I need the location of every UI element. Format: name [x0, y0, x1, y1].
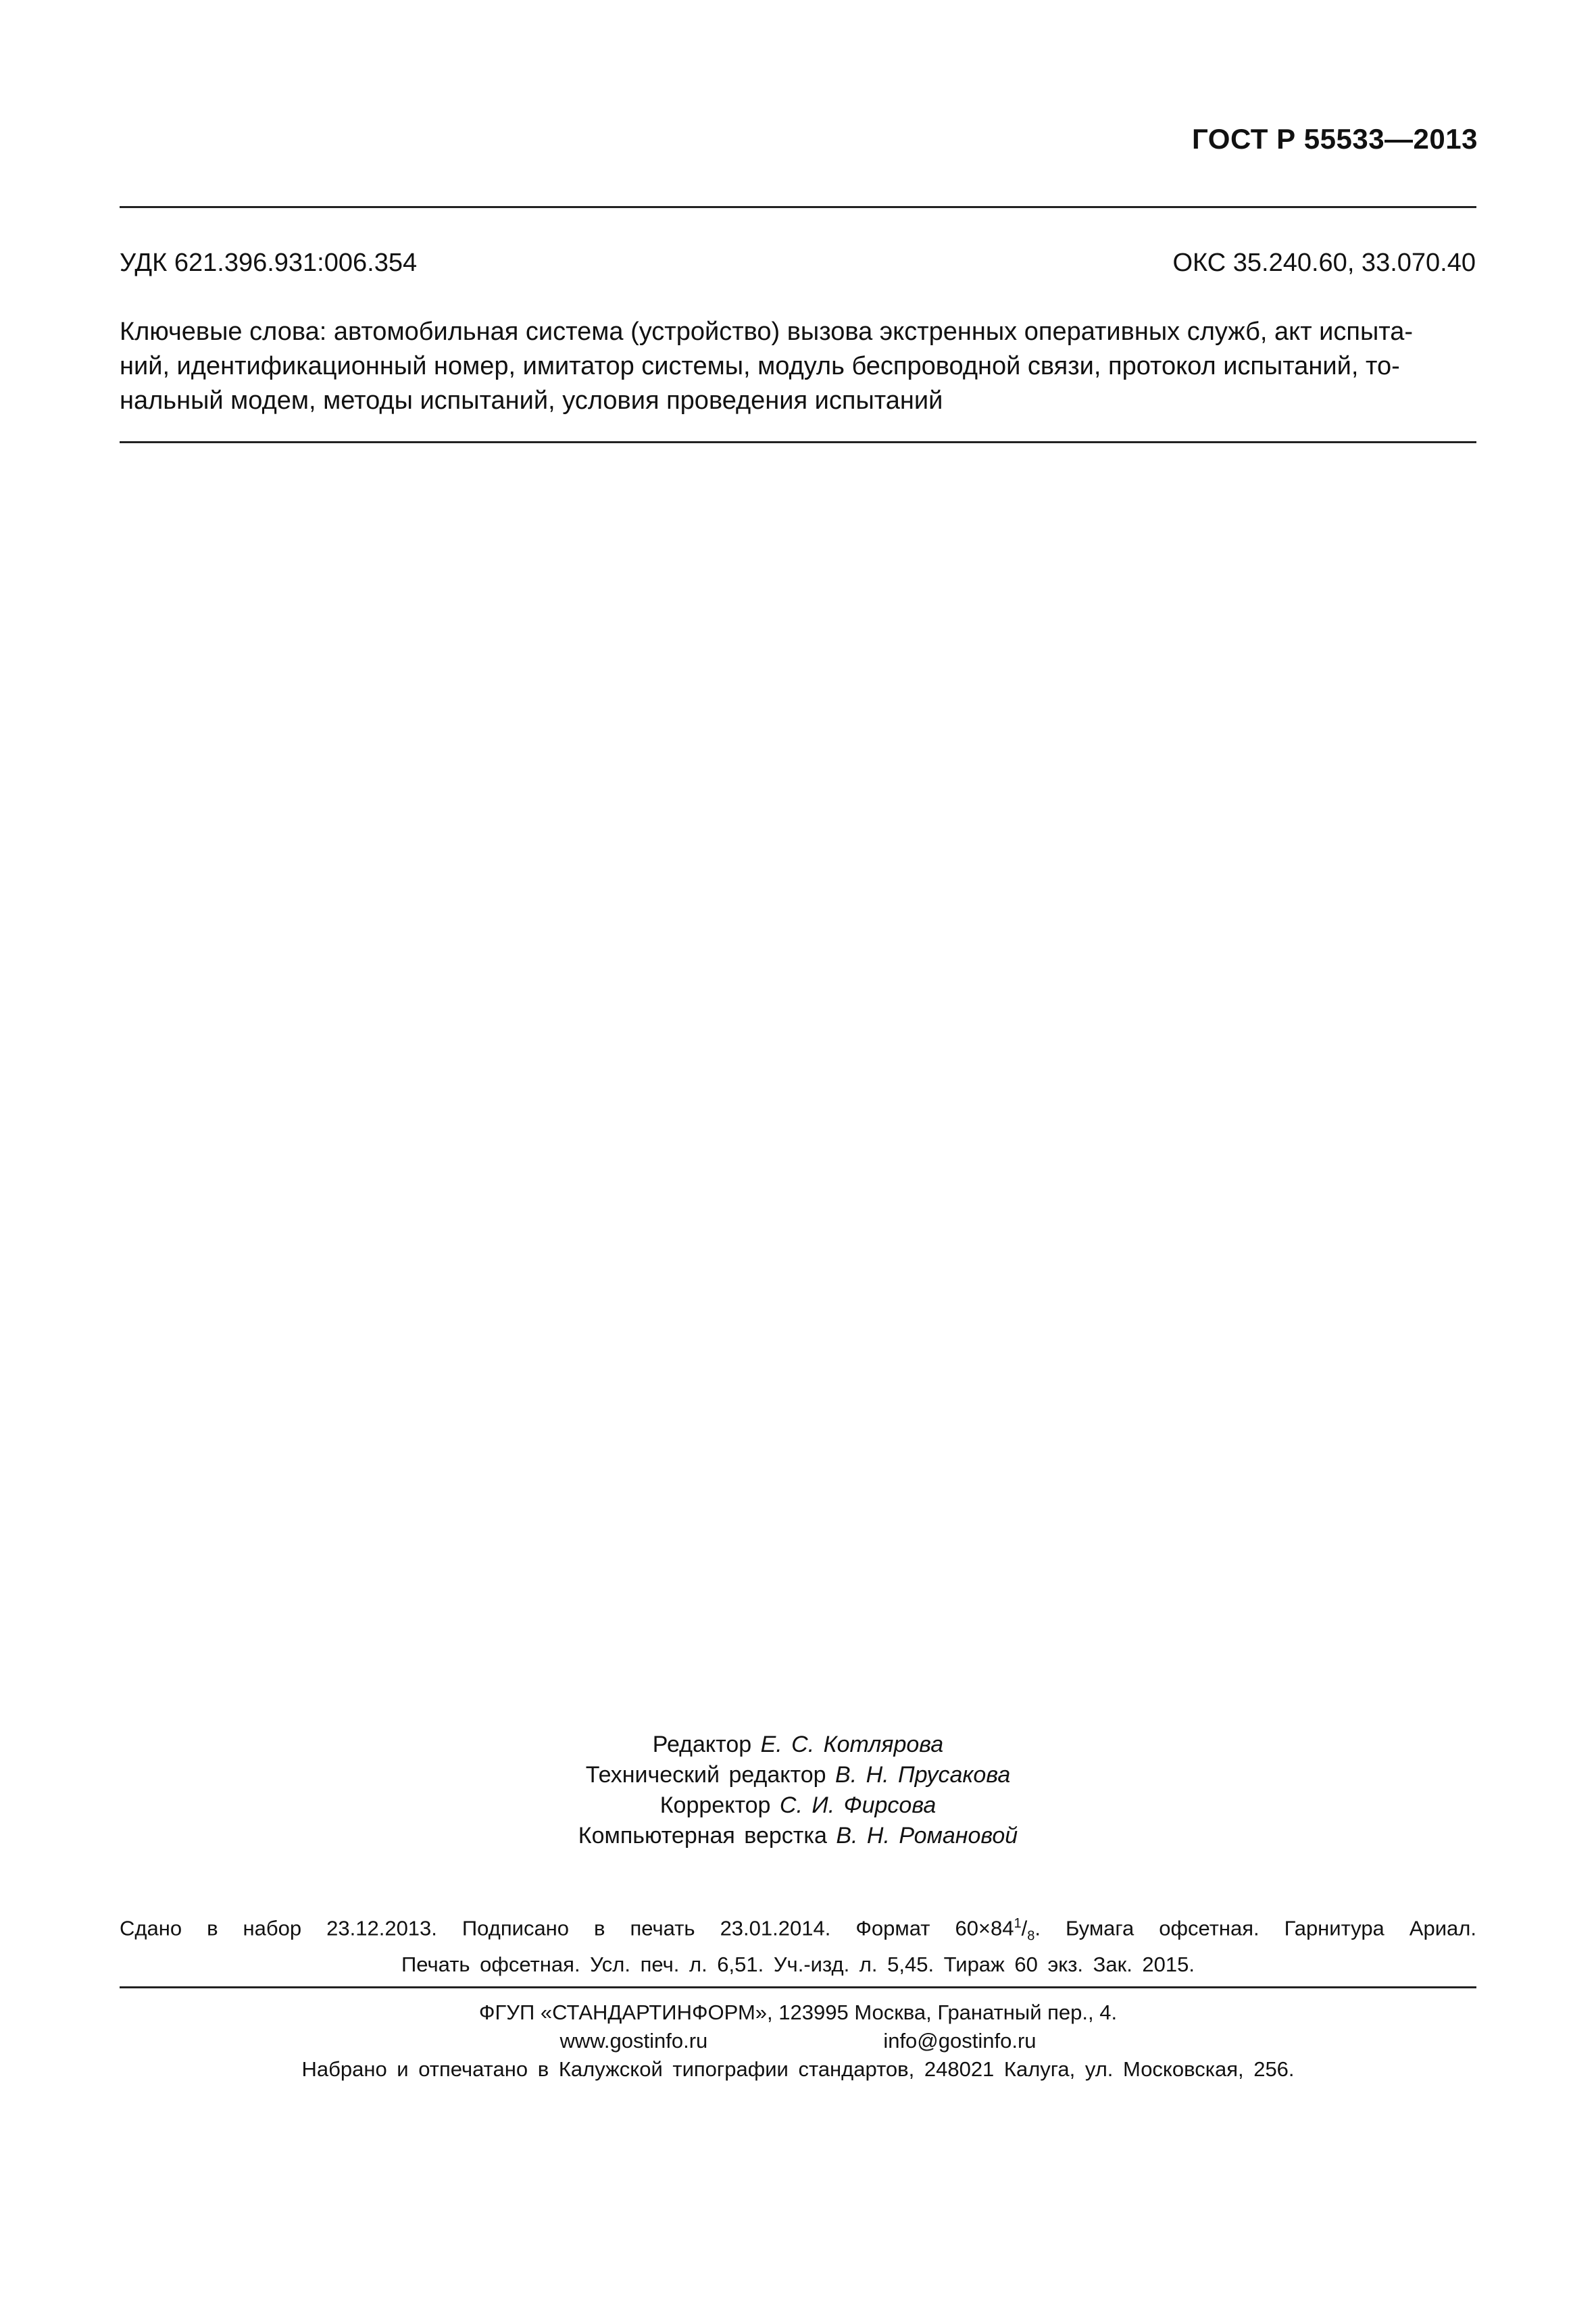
publisher-website: www.gostinfo.ru [559, 2029, 708, 2053]
tech-editor-name: В. Н. Прусакова [835, 1762, 1011, 1788]
udk-code: УДК 621.396.931:006.354 [120, 249, 418, 277]
standard-code: ГОСТ Р 55533—2013 [1192, 123, 1478, 155]
tech-editor-role: Технический редактор [585, 1762, 826, 1788]
footer-divider [120, 1986, 1476, 1988]
editor-name: Е. С. Котлярова [760, 1732, 944, 1757]
corrector-row [0, 1790, 1596, 1821]
publisher-email: info@gostinfo.ru [883, 2029, 1037, 2053]
keywords-line: нальный модем, методы испытаний, условия проведения испытаний [120, 386, 943, 415]
print-info [120, 1909, 1476, 1979]
tech-editor-row [0, 1760, 1596, 1790]
printing-house: Набрано и отпечатано в Калужской типографии стандартов, 248021 Калуга, ул. Московская, 256. [301, 2057, 1295, 2081]
staff-credits [0, 1730, 1596, 1851]
editor-row [0, 1730, 1596, 1760]
keywords-divider [120, 441, 1476, 443]
editor-role: Редактор [652, 1732, 752, 1757]
publisher-contacts [0, 2027, 1596, 2055]
oks-code: ОКС 35.240.60, 33.070.40 [1172, 249, 1476, 277]
corrector-name: С. И. Фирсова [779, 1792, 937, 1818]
layout-row [0, 1821, 1596, 1851]
print-info-line [120, 1909, 1476, 1951]
print-paper-font: . Бумага офсетная. Гарнитура Ариал. [1034, 1916, 1476, 1940]
print-info-line: Печать офсетная. Усл. печ. л. 6,51. Уч.-изд. л. 5,45. Тираж 60 экз. Зак. 2015. [401, 1952, 1195, 1976]
keywords-line: ний, идентификационный номер, имитатор системы, модуль беспроводной связи, протокол испытаний, то- [120, 352, 1400, 380]
layout-role: Компьютерная верстка [578, 1823, 827, 1848]
keywords-line: Ключевые слова: автомобильная система (устройство) вызова экстренных оперативных служб, акт испыта- [120, 318, 1414, 346]
publisher-address: ФГУП «СТАНДАРТИНФОРМ», 123995 Москва, Гранатный пер., 4. [478, 2001, 1118, 2024]
layout-name: В. Н. Романовой [836, 1823, 1018, 1848]
format-superscript: 1 [1014, 1916, 1022, 1931]
format-subscript: 8 [1027, 1928, 1035, 1944]
header-divider [120, 206, 1476, 208]
format-slash: / [1021, 1916, 1028, 1940]
corrector-role: Корректор [659, 1792, 771, 1818]
print-dates-format: Сдано в набор 23.12.2013. Подписано в печать 23.01.2014. Формат 60×84 [120, 1916, 1014, 1940]
keywords-paragraph [120, 315, 1476, 418]
publisher-info [0, 1998, 1596, 2084]
